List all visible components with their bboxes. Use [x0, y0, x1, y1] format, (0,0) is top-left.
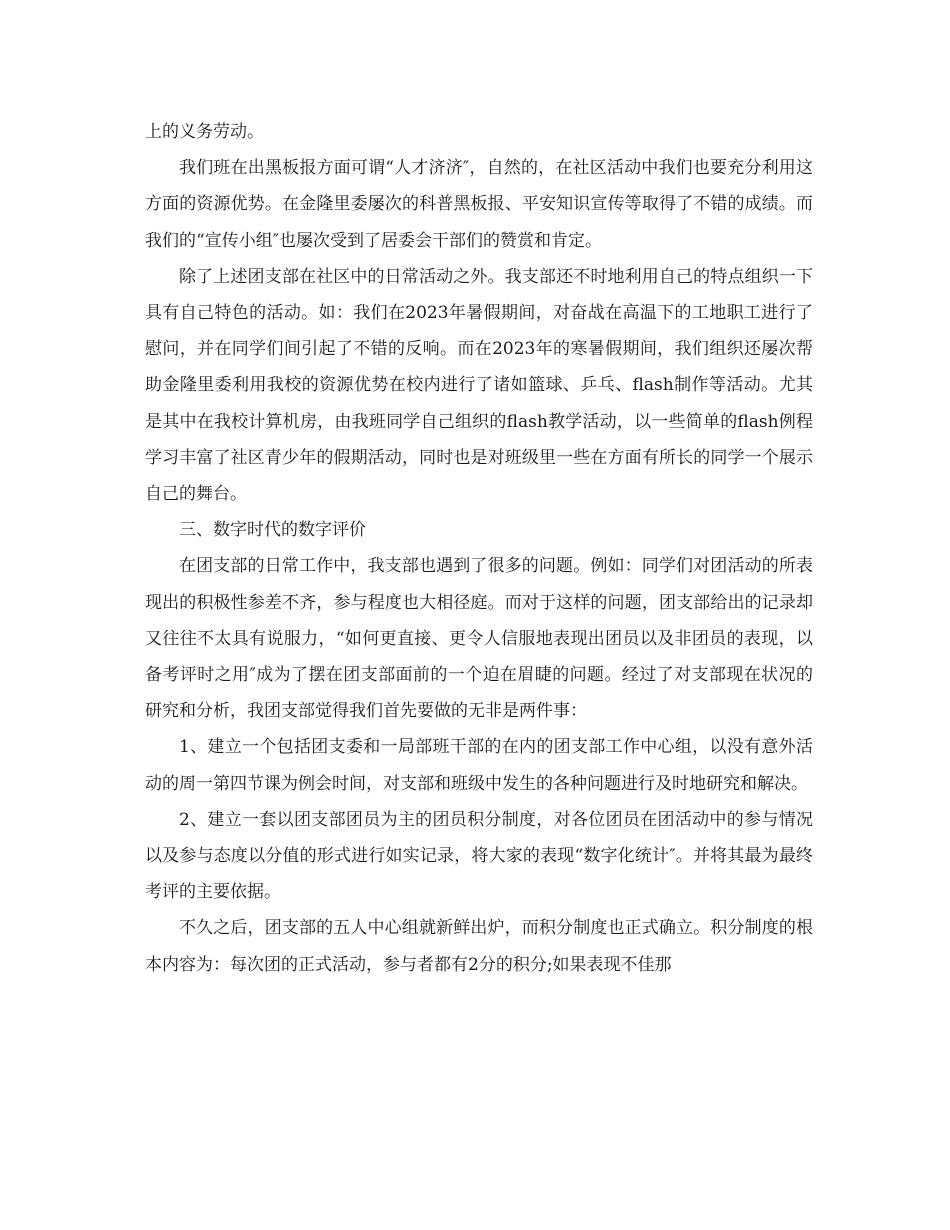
paragraph-points-system: 不久之后，团支部的五人中心组就新鲜出炉，而积分制度也正式确立。积分制度的根本内容为：每次团的正式活动，参与者都有2分的积分;如果表现不佳那	[145, 918, 813, 975]
section-heading-digital-evaluation: 三、数字时代的数字评价	[179, 520, 366, 541]
document-body	[145, 114, 813, 983]
paragraph-blackboard: 我们班在出黑板报方面可谓“人才济济″，自然的，在社区活动中我们也要充分利用这方面的资源优势。在金隆里委屡次的科普黑板报、平安知识宣传等取得了不错的成绩。而我们的“宣传小组″也屡次受到了居委会干部们的赞赏和肯定。	[145, 158, 813, 251]
paragraph-continuation: 上的义务劳动。	[145, 122, 264, 142]
paragraph-problems: 在团支部的日常工作中，我支部也遇到了很多的问题。例如：同学们对团活动的所表现出的积极性参差不齐，参与程度也大相径庭。而对于这样的问题，团支部给出的记录却又往往不太具有说服力，“如何更直接、更令人信服地表现出团员以及非团员的表现，以备考评时之用″成为了摆在团支部面前的一个迫在眉睫的问题。经过了对支部现在状况的研究和分析，我团支部觉得我们首先要做的无非是两件事：	[145, 556, 813, 722]
list-item-2: 2、建立一套以团支部团员为主的团员积分制度，对各位团员在团活动中的参与情况以及参与态度以分值的形式进行如实记录，将大家的表现“数字化统计″。并将其最为最终考评的主要依据。	[145, 809, 813, 903]
list-item-1: 1、建立一个包括团支委和一局部班干部的在内的团支部工作中心组，以没有意外活动的周一第四节课为例会时间，对支部和班级中发生的各种问题进行及时地研究和解决。	[145, 737, 813, 794]
paragraph-special-activities: 除了上述团支部在社区中的日常活动之外。我支部还不时地利用自己的特点组织一下具有自己特色的活动。如：我们在2023年暑假期间，对奋战在高温下的工地职工进行了慰问，并在同学们间引起了不错的反响。而在2023年的寒暑假期间，我们组织还屡次帮助金隆里委利用我校的资源优势在校内进行了诸如篮球、乒乓、flash制作等活动。尤其是其中在我校计算机房，由我班同学自己组织的flash教学活动，以一些简单的flash例程学习丰富了社区青少年的假期活动，同时也是对班级里一些在方面有所长的同学一个展示自己的舞台。	[145, 266, 813, 505]
